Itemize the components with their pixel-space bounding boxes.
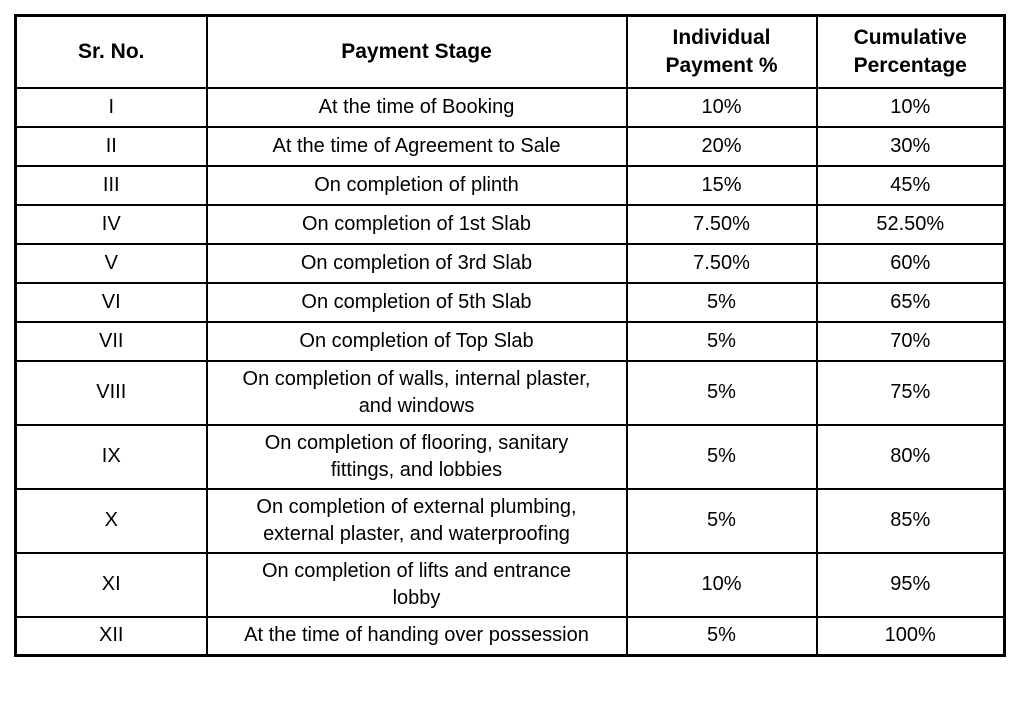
cell-sr-no: IX <box>16 425 207 489</box>
cell-individual-payment: 10% <box>627 88 817 127</box>
cell-individual-payment: 5% <box>627 617 817 656</box>
cell-sr-no: X <box>16 489 207 553</box>
cell-cumulative-percentage: 60% <box>817 244 1005 283</box>
cell-individual-payment: 5% <box>627 283 817 322</box>
cell-sr-no: VIII <box>16 361 207 425</box>
cell-sr-no: II <box>16 127 207 166</box>
cell-individual-payment: 15% <box>627 166 817 205</box>
payment-schedule-table <box>14 14 1006 657</box>
header-row <box>16 16 1005 88</box>
cell-payment-stage: At the time of Agreement to Sale <box>207 127 627 166</box>
cell-payment-stage: On completion of 1st Slab <box>207 205 627 244</box>
cell-payment-stage: On completion of external plumbing, external plaster, and waterproofing <box>207 489 627 553</box>
table-row <box>16 127 1005 166</box>
cell-sr-no: III <box>16 166 207 205</box>
cell-individual-payment: 10% <box>627 553 817 617</box>
cell-sr-no: IV <box>16 205 207 244</box>
cell-individual-payment: 7.50% <box>627 244 817 283</box>
table-row <box>16 283 1005 322</box>
cell-cumulative-percentage: 95% <box>817 553 1005 617</box>
cell-payment-stage: On completion of 5th Slab <box>207 283 627 322</box>
cell-cumulative-percentage: 75% <box>817 361 1005 425</box>
cell-payment-stage: On completion of 3rd Slab <box>207 244 627 283</box>
cell-payment-stage: On completion of walls, internal plaster, and windows <box>207 361 627 425</box>
cell-cumulative-percentage: 65% <box>817 283 1005 322</box>
cell-payment-stage: On completion of flooring, sanitary fittings, and lobbies <box>207 425 627 489</box>
cell-sr-no: V <box>16 244 207 283</box>
cell-individual-payment: 5% <box>627 361 817 425</box>
cell-cumulative-percentage: 52.50% <box>817 205 1005 244</box>
column-header-payment-stage: Payment Stage <box>207 16 627 88</box>
cell-payment-stage: On completion of Top Slab <box>207 322 627 361</box>
cell-individual-payment: 5% <box>627 322 817 361</box>
cell-cumulative-percentage: 10% <box>817 88 1005 127</box>
cell-individual-payment: 5% <box>627 425 817 489</box>
column-header-cumulative-percentage: Cumulative Percentage <box>817 16 1005 88</box>
cell-payment-stage: At the time of handing over possession <box>207 617 627 656</box>
table-row <box>16 244 1005 283</box>
cell-cumulative-percentage: 45% <box>817 166 1005 205</box>
cell-cumulative-percentage: 85% <box>817 489 1005 553</box>
table-row <box>16 425 1005 489</box>
table-row <box>16 88 1005 127</box>
table-body <box>16 88 1005 656</box>
table-row <box>16 322 1005 361</box>
cell-cumulative-percentage: 30% <box>817 127 1005 166</box>
cell-sr-no: XII <box>16 617 207 656</box>
table-row <box>16 617 1005 656</box>
column-header-sr-no: Sr. No. <box>16 16 207 88</box>
cell-cumulative-percentage: 100% <box>817 617 1005 656</box>
table-header <box>16 16 1005 88</box>
cell-sr-no: VII <box>16 322 207 361</box>
cell-sr-no: I <box>16 88 207 127</box>
cell-individual-payment: 20% <box>627 127 817 166</box>
table-row <box>16 489 1005 553</box>
cell-sr-no: VI <box>16 283 207 322</box>
cell-payment-stage: On completion of plinth <box>207 166 627 205</box>
table-row <box>16 361 1005 425</box>
table-row <box>16 553 1005 617</box>
table-row <box>16 205 1005 244</box>
table-row <box>16 166 1005 205</box>
cell-sr-no: XI <box>16 553 207 617</box>
column-header-individual-payment: Individual Payment % <box>627 16 817 88</box>
cell-payment-stage: On completion of lifts and entrance lobby <box>207 553 627 617</box>
cell-payment-stage: At the time of Booking <box>207 88 627 127</box>
cell-cumulative-percentage: 80% <box>817 425 1005 489</box>
cell-individual-payment: 7.50% <box>627 205 817 244</box>
cell-cumulative-percentage: 70% <box>817 322 1005 361</box>
cell-individual-payment: 5% <box>627 489 817 553</box>
